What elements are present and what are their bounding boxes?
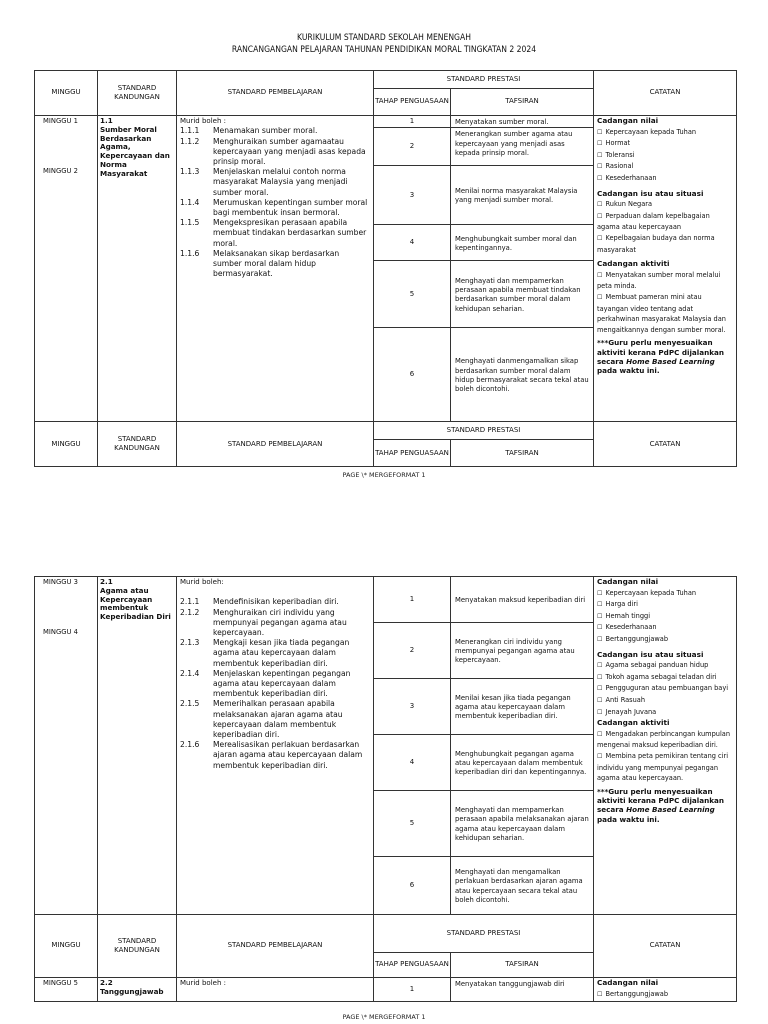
sp-num: 2.1.4 <box>180 668 200 678</box>
document-title <box>0 32 768 56</box>
checkbox-icon: ☐ <box>597 696 603 704</box>
sp-item <box>180 638 369 669</box>
nilai-heading: Cadangan nilai <box>597 116 659 125</box>
sp-num: 2.1.2 <box>180 607 200 617</box>
page-footer: PAGE \* MERGEFORMAT 1 <box>342 1013 426 1021</box>
checkbox-icon: ☐ <box>597 662 603 670</box>
nilai-heading: Cadangan nilai <box>597 978 659 987</box>
header-tafsiran: TAFSIRAN <box>451 89 594 116</box>
tp-level: 1 <box>374 577 451 623</box>
page-footer: PAGE \* MERGEFORMAT 1 <box>342 471 426 479</box>
sp-text: Merumuskan kepentingan sumber moral bagi membentuk insan bermoral. <box>213 197 368 218</box>
header-catatan: CATATAN <box>594 422 737 467</box>
header-catatan: CATATAN <box>594 71 737 116</box>
catatan-cell <box>594 577 737 915</box>
isu-item: ☐ Rukun Negara <box>597 200 653 209</box>
sp-num: 1.1.5 <box>180 218 200 228</box>
sp-text: Memerihalkan perasaan apabila melaksanakan ajaran agama atau kepercayaan dalam membentuk keperibadian diri. <box>213 699 343 740</box>
checkbox-icon: ☐ <box>597 990 603 998</box>
week-label: MINGGU 5 <box>43 979 78 987</box>
tafsiran-text: Menghayati dan mengamalkan perlakuan berdasarkan ajaran agama atau kepercayaan secara tekal atau boleh dicontohi. <box>451 857 594 915</box>
sp-item <box>180 699 369 740</box>
header-minggu: MINGGU <box>35 422 98 467</box>
sk-code: 2.1 <box>100 577 113 586</box>
sp-text: Mendefinisikan keperibadian diri. <box>213 597 339 607</box>
checkbox-icon: ☐ <box>597 635 603 643</box>
nilai-item: ☐ Kepercayaan kepada Tuhan <box>597 588 697 597</box>
isu-heading: Cadangan isu atau situasi <box>597 188 704 198</box>
checkbox-icon: ☐ <box>597 730 603 738</box>
week-label: MINGGU 4 <box>43 628 78 636</box>
isu-heading: Cadangan isu atau situasi <box>597 649 704 659</box>
isu-item: ☐ Agama sebagai panduan hidup <box>597 661 709 670</box>
sk-code: 1.1 <box>100 116 113 125</box>
nilai-item: ☐ Toleransi <box>597 150 635 159</box>
sk-title: Agama atau Kepercayaan membentuk Keperibadian Diri <box>100 585 171 622</box>
header-tahap-penguasaan: TAHAP PENGUASAAN <box>374 89 451 116</box>
sp-item <box>180 669 369 700</box>
checkbox-icon: ☐ <box>597 271 603 279</box>
header-minggu: MINGGU <box>35 71 98 116</box>
aktiviti-item: ☐ Membina peta pemikiran tentang ciri individu yang mempunyai pegangan agama atau kepercayaan. <box>597 751 729 783</box>
sp-text: Menamakan sumber moral. <box>213 126 318 136</box>
aktiviti-item: ☐ Membuat pameran mini atau tayangan video tentang adat perkahwinan masyarakat Malaysia dan mengaitkannya dengan sumber moral. <box>597 292 726 334</box>
checkbox-icon: ☐ <box>597 601 603 609</box>
checkbox-icon: ☐ <box>597 151 603 159</box>
tp-level: 3 <box>374 679 451 735</box>
header-tafsiran: TAFSIRAN <box>451 953 594 978</box>
rpt-table-1 <box>34 70 737 467</box>
sp-item <box>180 218 369 249</box>
tafsiran-text: Menghayati danmengamalkan sikap berdasarkan sumber moral dalam hidup bermasyarakat secara tekal atau boleh dicontohi. <box>451 328 594 422</box>
checkbox-icon: ☐ <box>597 128 603 136</box>
nilai-item: ☐ Bertanggungjawab <box>597 989 669 998</box>
tafsiran-text: Menyatakan tanggungjawab diri <box>451 978 594 1002</box>
sp-num: 1.1.1 <box>180 126 200 136</box>
tafsiran-text: Menilai norma masyarakat Malaysia yang menjadi sumber moral. <box>451 166 594 225</box>
tp-level: 1 <box>374 978 451 1002</box>
checkbox-icon: ☐ <box>597 589 603 597</box>
nilai-heading: Cadangan nilai <box>597 577 659 586</box>
tafsiran-text: Menerangkan ciri individu yang mempunyai pegangan agama atau kepercayaan. <box>451 623 594 679</box>
tafsiran-text: Menghayati dan mempamerkan perasaan apabila membuat tindakan berdasarkan sumber moral dalam kehidupan seharian. <box>451 261 594 328</box>
sk-title: Sumber Moral Berdasarkan Agama, Kepercayaan dan Norma Masyarakat <box>100 124 170 178</box>
isu-item: ☐ Perpaduan dalam kepelbagaian agama atau kepercayaan <box>597 211 710 232</box>
checkbox-icon: ☐ <box>597 708 603 716</box>
sp-num: 2.1.5 <box>180 699 200 709</box>
checkbox-icon: ☐ <box>597 212 603 220</box>
tp-level: 5 <box>374 261 451 328</box>
sk-title: Tanggungjawab <box>100 986 164 996</box>
checkbox-icon: ☐ <box>597 685 603 693</box>
rpt-table-2 <box>34 576 737 1002</box>
tafsiran-text: Menghubungkait pegangan agama atau kepercayaan dalam membentuk keperibadian diri dan kepentingannya. <box>451 735 594 791</box>
sp-item <box>180 608 369 639</box>
teacher-note: ***Guru perlu menyesuaikan aktiviti kerana PdPC dijalankan secara Home Based Learning pada waktu ini. <box>597 786 724 824</box>
sp-text: Melaksanakan sikap berdasarkan sumber moral dalam hidup bermasyarakat. <box>213 248 340 279</box>
nilai-item: ☐ Kepercayaan kepada Tuhan <box>597 127 697 136</box>
header-minggu: MINGGU <box>35 915 98 978</box>
tp-level: 4 <box>374 225 451 261</box>
sp-item <box>180 167 369 198</box>
nilai-item: ☐ Kesederhanaan <box>597 173 657 182</box>
checkbox-icon: ☐ <box>597 673 603 681</box>
header-standard-kandungan: STANDARD KANDUNGAN <box>98 71 177 116</box>
tp-level: 6 <box>374 857 451 915</box>
sp-num: 2.1.3 <box>180 638 200 648</box>
title-line-2: RANCANGANGAN PELAJARAN TAHUNAN PENDIDIKAN MORAL TINGKATAN 2 2024 <box>231 45 537 55</box>
tp-level: 3 <box>374 166 451 225</box>
header-standard-kandungan: STANDARD KANDUNGAN <box>98 915 177 978</box>
sp-num: 1.1.4 <box>180 197 200 207</box>
standard-kandungan-cell <box>98 577 177 915</box>
week-label: MINGGU 2 <box>43 167 78 175</box>
sp-lead: Murid boleh: <box>180 578 224 586</box>
tp-level: 2 <box>374 128 451 166</box>
tafsiran-text: Menyatakan sumber moral. <box>451 116 594 128</box>
teacher-note: ***Guru perlu menyesuaikan aktiviti kerana PdPC dijalankan secara Home Based Learning pada waktu ini. <box>597 338 724 376</box>
sp-num: 1.1.6 <box>180 248 200 258</box>
checkbox-icon: ☐ <box>597 140 603 148</box>
standard-pembelajaran-cell <box>177 978 374 1002</box>
tafsiran-text: Menghubungkait sumber moral dan kepentingannya. <box>451 225 594 261</box>
header-standard-prestasi: STANDARD PRESTASI <box>374 422 594 440</box>
sp-text: Menghuraikan ciri individu yang mempunyai pegangan agama atau kepercayaan. <box>213 607 347 638</box>
sp-lead: Murid boleh : <box>180 117 226 125</box>
header-tahap-penguasaan: TAHAP PENGUASAAN <box>374 953 451 978</box>
header-standard-kandungan: STANDARD KANDUNGAN <box>98 422 177 467</box>
header-standard-prestasi: STANDARD PRESTASI <box>374 71 594 89</box>
tp-level: 2 <box>374 623 451 679</box>
sp-lead: Murid boleh : <box>180 979 226 987</box>
isu-item: ☐ Tokoh agama sebagai teladan diri <box>597 672 717 681</box>
tp-level: 1 <box>374 116 451 128</box>
aktiviti-heading: Cadangan aktiviti <box>597 718 670 728</box>
checkbox-icon: ☐ <box>597 624 603 632</box>
standard-pembelajaran-cell <box>177 577 374 915</box>
aktiviti-item: ☐ Mengadakan perbincangan kumpulan mengenai maksud keperibadian diri. <box>597 729 731 750</box>
checkbox-icon: ☐ <box>597 163 603 171</box>
week-cell <box>35 116 98 422</box>
sp-item <box>180 198 369 218</box>
aktiviti-item: ☐ Menyatakan sumber moral melalui peta minda. <box>597 270 721 291</box>
sp-num: 2.1.1 <box>180 597 200 607</box>
catatan-cell <box>594 116 737 422</box>
header-standard-pembelajaran: STANDARD PEMBELAJARAN <box>177 71 374 116</box>
header-tahap-penguasaan: TAHAP PENGUASAAN <box>374 440 451 467</box>
sp-text: Mengkaji kesan jika tiada pegangan agama atau kepercayaan dalam membentuk keperibadian diri. <box>213 638 350 668</box>
aktiviti-heading: Cadangan aktiviti <box>597 259 670 269</box>
sp-num: 2.1.6 <box>180 740 200 750</box>
sp-item <box>180 740 369 771</box>
sp-item <box>180 597 369 607</box>
tafsiran-text: Menerangkan sumber agama atau kepercayaan yang menjadi asas kepada prinsip moral. <box>451 128 594 166</box>
standard-kandungan-cell <box>98 978 177 1002</box>
week-cell <box>35 577 98 915</box>
tp-level: 5 <box>374 791 451 857</box>
checkbox-icon: ☐ <box>597 201 603 209</box>
isu-item: ☐ Kepelbagaian budaya dan norma masyarakat <box>597 233 715 254</box>
sp-text: Merealisasikan perlakuan berdasarkan ajaran agama atau kepercayaan dalam membentuk keperibadian diri. <box>213 740 363 770</box>
isu-item: ☐ Anti Rasuah <box>597 695 646 704</box>
catatan-cell <box>594 978 737 1002</box>
sp-text: Menjelaskan kepentingan pegangan agama atau kepercayaan dalam membentuk keperibadian diri. <box>213 668 351 699</box>
sp-text: Menjelaskan melalui contoh norma masyarakat Malaysia yang menjadi sumber moral. <box>213 167 348 197</box>
checkbox-icon: ☐ <box>597 174 603 182</box>
title-line-1: KURIKULUM STANDARD SEKOLAH MENENGAH <box>297 33 471 43</box>
week-label: MINGGU 1 <box>43 117 78 125</box>
tafsiran-text: Menghayati dan mempamerkan perasaan apabila melaksanakan ajaran agama atau kepercayaan dalam kehidupan seharian. <box>451 791 594 857</box>
nilai-item: ☐ Rasional <box>597 162 634 171</box>
header-catatan: CATATAN <box>594 915 737 978</box>
header-standard-pembelajaran: STANDARD PEMBELAJARAN <box>177 915 374 978</box>
sp-item <box>180 137 369 168</box>
sp-item <box>180 249 369 280</box>
checkbox-icon: ☐ <box>597 293 603 301</box>
checkbox-icon: ☐ <box>597 234 603 242</box>
standard-kandungan-cell <box>98 116 177 422</box>
sp-num: 1.1.3 <box>180 167 200 177</box>
sk-code: 2.2 <box>100 978 113 987</box>
tp-level: 4 <box>374 735 451 791</box>
isu-item: ☐ Pengguguran atau pembuangan bayi <box>597 684 729 693</box>
sp-item <box>180 126 369 136</box>
nilai-item: ☐ Harga diri <box>597 600 638 609</box>
nilai-item: ☐ Hormat <box>597 139 631 148</box>
tafsiran-text: Menilai kesan jika tiada pegangan agama atau kepercayaan dalam membentuk keperibadian diri. <box>451 679 594 735</box>
checkbox-icon: ☐ <box>597 612 603 620</box>
header-standard-pembelajaran: STANDARD PEMBELAJARAN <box>177 422 374 467</box>
tafsiran-text: Menyatakan maksud keperibadian diri <box>451 577 594 623</box>
nilai-item: ☐ Bertanggungjawab <box>597 634 669 643</box>
week-cell <box>35 978 98 1002</box>
nilai-item: ☐ Hemah tinggi <box>597 611 651 620</box>
checkbox-icon: ☐ <box>597 752 603 760</box>
isu-item: ☐ Jenayah Juvana <box>597 707 657 716</box>
week-label: MINGGU 3 <box>43 578 78 586</box>
sp-text: Menghuraikan sumber agamaatau kepercayaan yang menjadi asas kepada prinsip moral. <box>213 136 366 167</box>
header-standard-prestasi: STANDARD PRESTASI <box>374 915 594 953</box>
standard-pembelajaran-cell <box>177 116 374 422</box>
header-tafsiran: TAFSIRAN <box>451 440 594 467</box>
tp-level: 6 <box>374 328 451 422</box>
nilai-item: ☐ Kesederhanaan <box>597 623 657 632</box>
sp-num: 1.1.2 <box>180 136 200 146</box>
sp-text: Mengekspresikan perasaan apabila membuat tindakan berdasarkan sumber moral. <box>213 218 367 248</box>
